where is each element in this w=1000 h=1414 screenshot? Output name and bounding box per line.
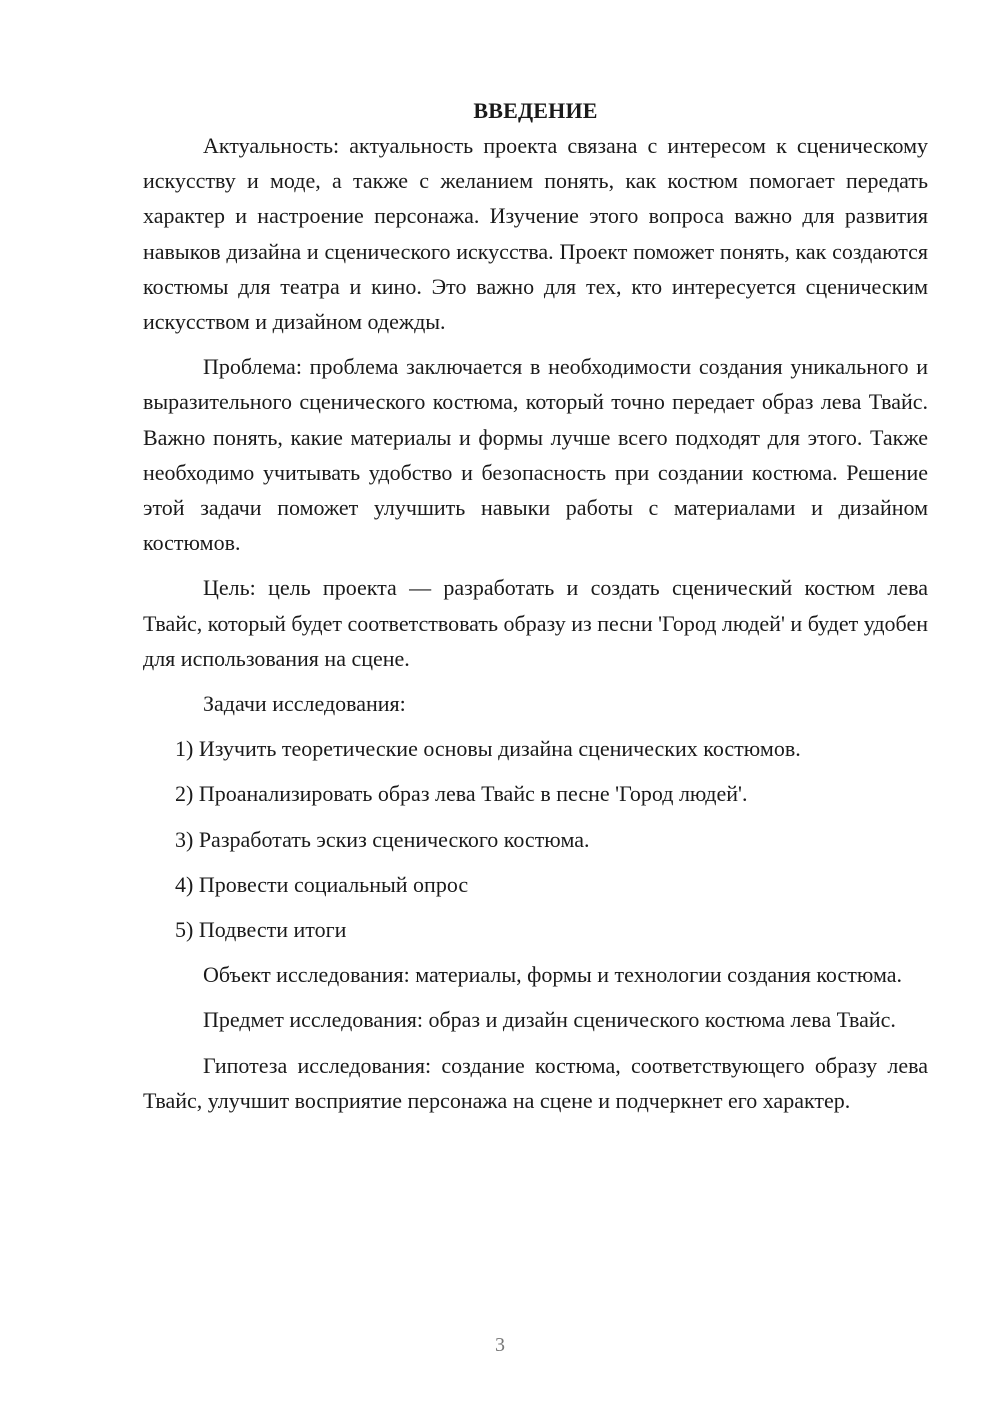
task-item: 2) Проанализировать образ лева Твайс в песне 'Город людей'. bbox=[175, 781, 748, 807]
paragraph-goal: Цель: цель проекта — разработать и создать сценический костюм лева Твайс, который будет соответствовать образу из песни 'Город людей' и будет удобен для использования на сцене. bbox=[143, 575, 928, 671]
tasks-heading: Задачи исследования: bbox=[203, 691, 406, 717]
page-number: 3 bbox=[495, 1334, 505, 1356]
section-title: ВВЕДЕНИЕ bbox=[473, 98, 598, 123]
task-item: 5) Подвести итоги bbox=[175, 917, 347, 943]
paragraph-hypothesis: Гипотеза исследования: создание костюма, соответствующего образу лева Твайс, улучшит восприятие персонажа на сцене и подчеркнет его характер. bbox=[143, 1052, 928, 1113]
paragraph-object: Объект исследования: материалы, формы и технологии создания костюма. bbox=[203, 962, 902, 988]
task-item: 4) Провести социальный опрос bbox=[175, 871, 469, 897]
paragraph-problem: Проблема: проблема заключается в необходимости создания уникального и выразительного сценического костюма, который точно передает образ лева Твайс. Важно понять, какие материалы и формы лучше всего подходят для этого. Также необходимо учитывать удобство и безопасность при создании костюма. Решение этой задачи поможет улучшить навыки работы с материалами и дизайном костюмов. bbox=[143, 354, 928, 556]
task-item: 1) Изучить теоретические основы дизайна сценических костюмов. bbox=[175, 736, 801, 762]
document-page bbox=[143, 93, 928, 1128]
tasks-list bbox=[143, 731, 928, 947]
paragraph-subject: Предмет исследования: образ и дизайн сценического костюма лева Твайс. bbox=[203, 1007, 896, 1033]
paragraph-relevance: Актуальность: актуальность проекта связана с интересом к сценическому искусству и моде, а также с желанием понять, как костюм помогает передать характер и настроение персонажа. Изучение этого вопроса важно для развития навыков дизайна и сценического искусства. Проект поможет понять, как создаются костюмы для театра и кино. Это важно для тех, кто интересуется сценическим искусством и дизайном одежды. bbox=[143, 133, 928, 335]
task-item: 3) Разработать эскиз сценического костюма. bbox=[175, 826, 590, 852]
